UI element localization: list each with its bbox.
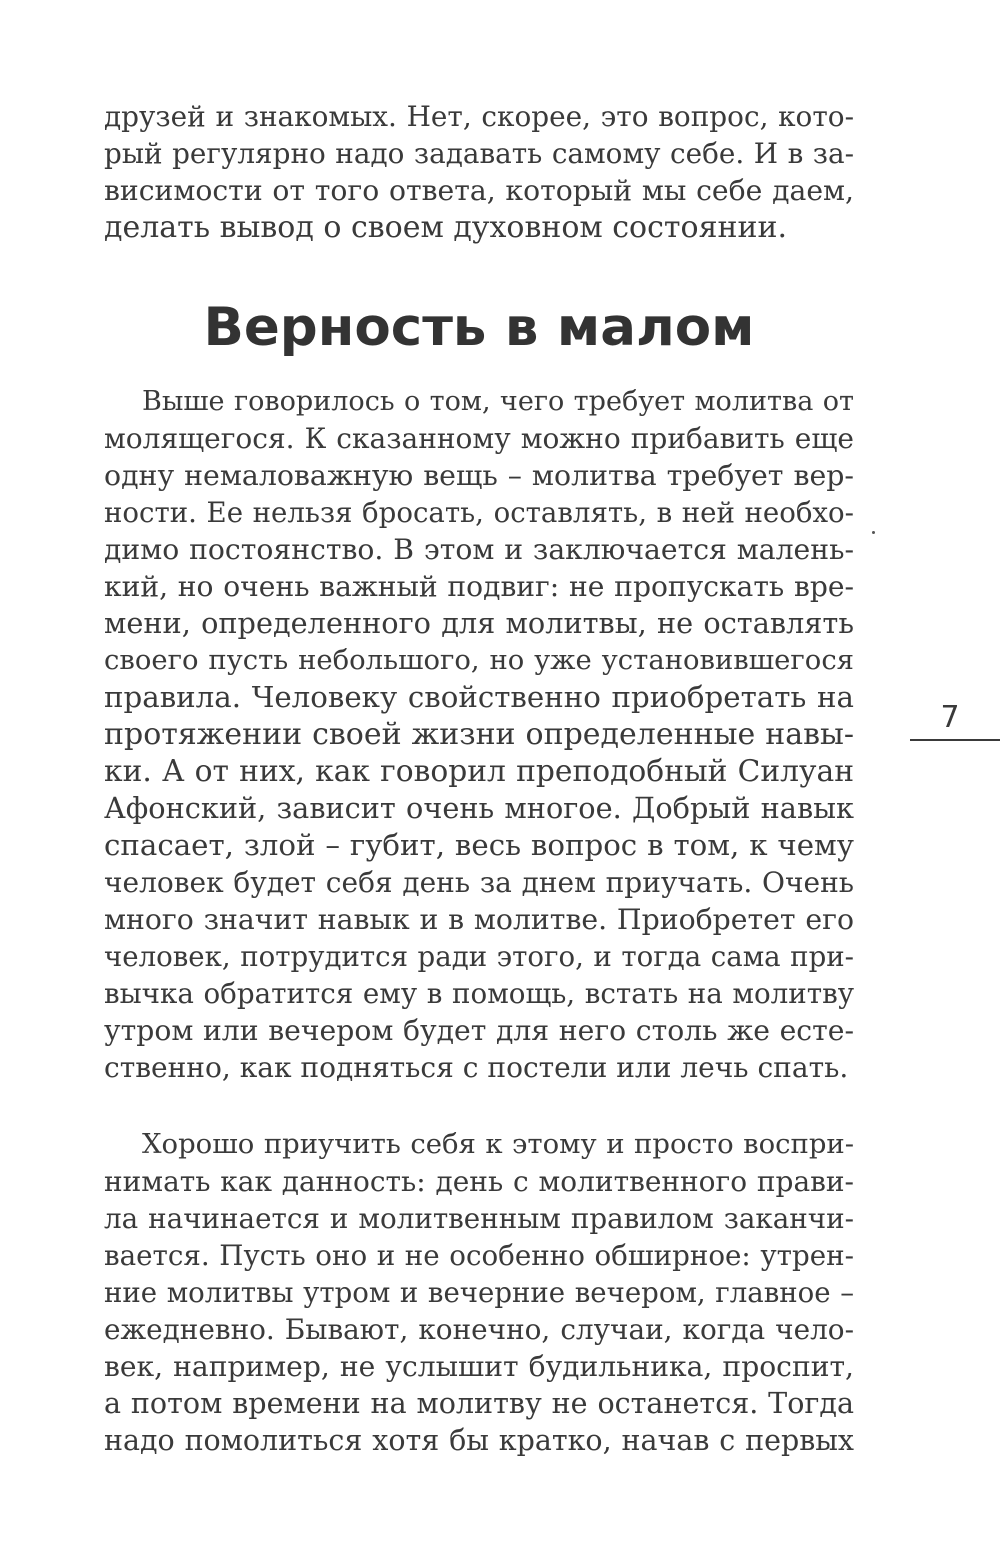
text-line: мени, определенного для молитвы, не оставлять [104,606,854,640]
text-line: кий, но очень важный подвиг: не пропускать вре- [104,570,854,603]
text-line: протяжении своей жизни определенные навы- [104,717,854,752]
text-line: друзей и знакомых. Нет, скорее, это вопрос, кото- [104,100,854,133]
text-line: своего пусть небольшого, но уже установившегося [104,645,854,676]
text-line: много значит навык и в молитве. Приобретет его [104,903,854,936]
text-line: нимать как данность: день с молитвенного прави- [104,1165,854,1198]
text-line: ла начинается и молитвенным правилом заканчи- [104,1202,854,1235]
text-line: правила. Человеку свойственно приобретать на [104,680,854,714]
text-line: Афонский, зависит очень многое. Добрый навык [104,791,854,825]
text-line: ежедневно. Бывают, конечно, случаи, когда чело- [104,1313,854,1346]
text-line: ние молитвы утром и вечерние вечером, главное – [104,1276,854,1309]
text-line: Хорошо приучить себя к этому и просто воспри- [142,1128,854,1160]
intro-paragraph [104,98,854,246]
body-paragraph-2 [104,1126,854,1459]
text-line: димо постоянство. В этом и заключается малень- [104,533,854,566]
page-number: 7 [940,700,960,735]
text-line: утром или вечером будет для него столь же есте- [104,1014,854,1047]
text-line: делать вывод о своем духовном состоянии. [104,210,788,245]
text-line: ности. Ее нельзя бросать, оставлять, в ней необхо- [104,496,854,529]
text-line: человек будет себя день за днем приучать. Очень [104,866,854,899]
text-line: ственно, как подняться с постели или лечь спать. [104,1051,849,1084]
text-line: Выше говорилось о том, чего требует молитва от [142,386,854,417]
text-line: рый регулярно надо задавать самому себе. И в за- [104,137,854,170]
text-line: молящегося. К сказанному можно прибавить еще [104,422,854,455]
section-heading: Верность в малом [203,297,755,358]
page-number-rule [910,739,1000,741]
text-line: одну немаловажную вещь – молитва требует вер- [104,459,854,492]
text-line: висимости от того ответа, который мы себе даем, [104,174,854,207]
text-line: человек, потрудится ради этого, и тогда сама при- [104,940,854,973]
text-line: спасает, злой – губит, весь вопрос в том, к чему [104,828,854,862]
text-line: вычка обратится ему в помощь, встать на молитву [104,977,854,1010]
text-line: а потом времени на молитву не останется. Тогда [104,1386,854,1420]
print-speck [872,531,875,534]
body-paragraph-1 [104,383,854,1086]
text-line: век, например, не услышит будильника, проспит, [104,1350,854,1383]
text-line: ки. А от них, как говорил преподобный Силуан [104,754,854,789]
text-line: надо помолиться хотя бы кратко, начав с первых [104,1424,854,1457]
text-line: вается. Пусть оно и не особенно обширное: утрен- [104,1239,854,1272]
